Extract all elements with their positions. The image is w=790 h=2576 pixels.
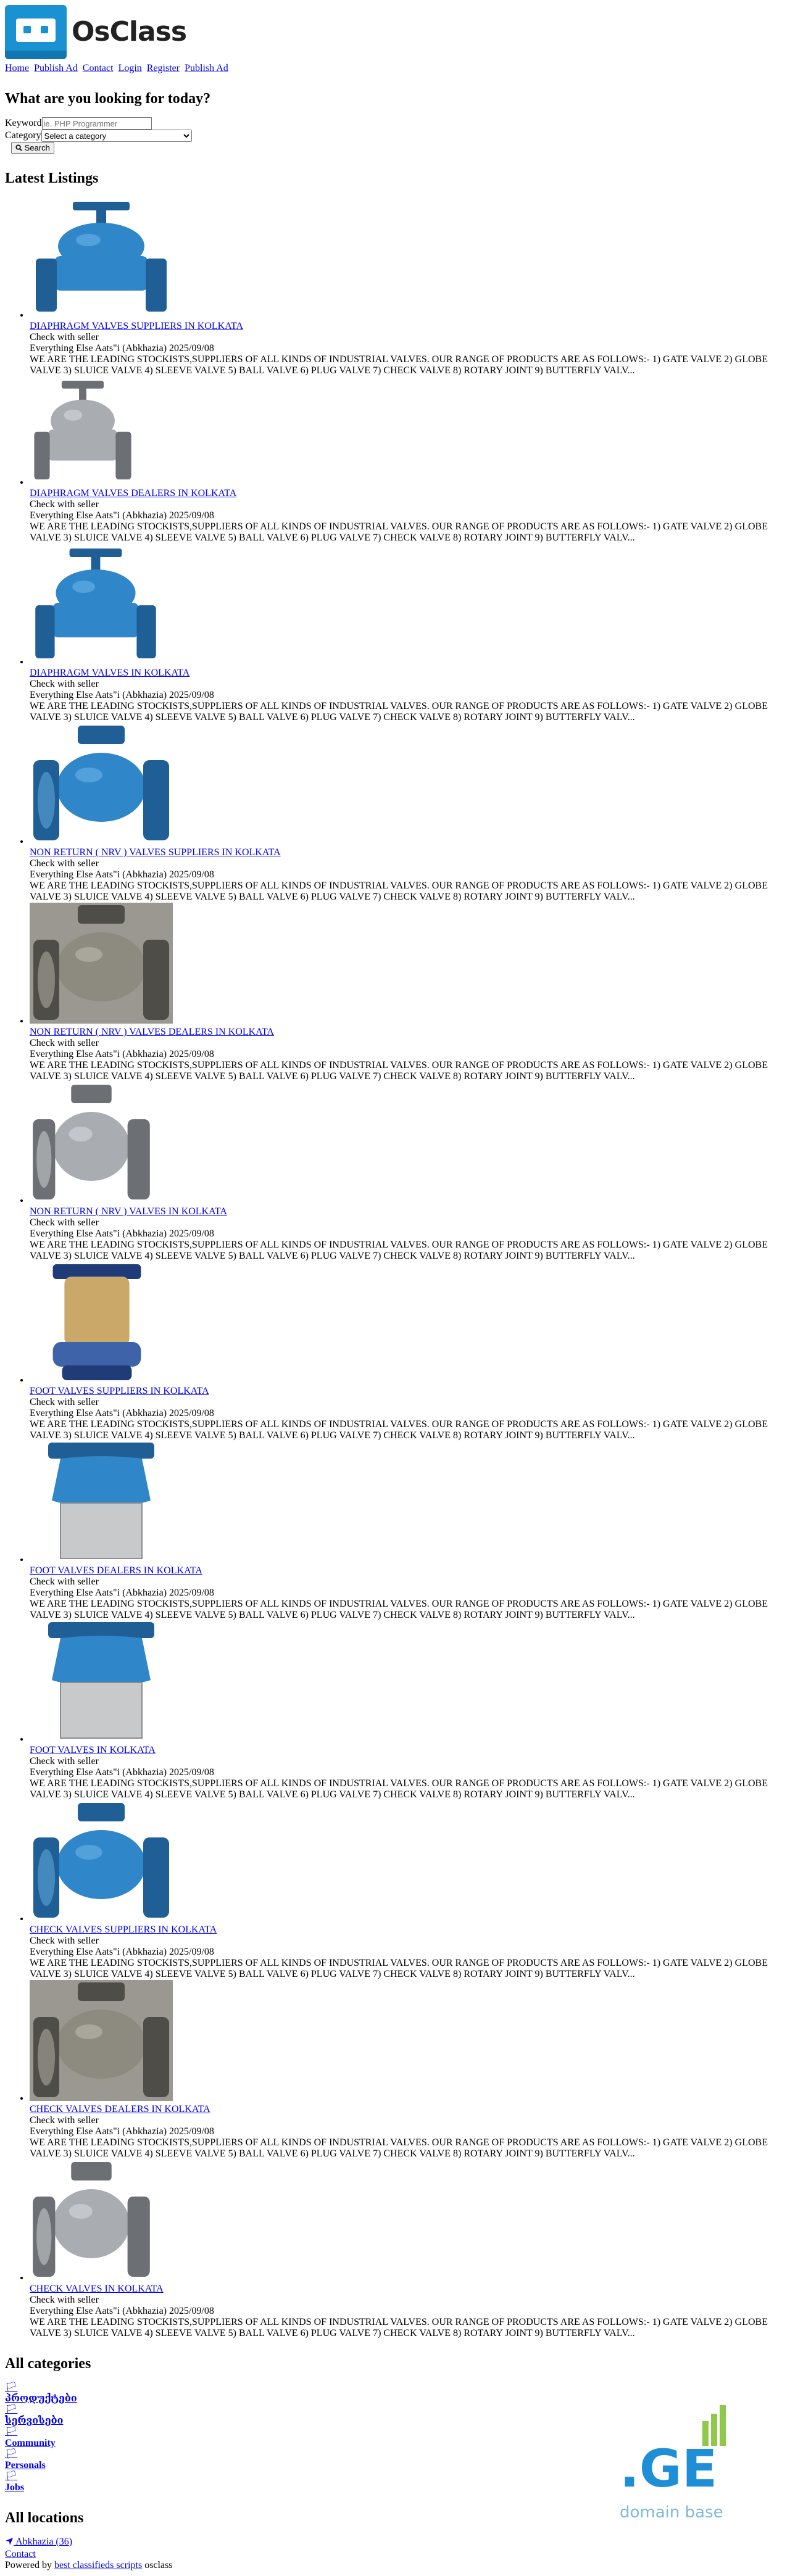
- listing-description: WE ARE THE LEADING STOCKISTS,SUPPLIERS OF ALL KINDS OF INDUSTRIAL VALVES. OUR RANGE OF PRODUCTS ARE AS FOLLOWS:- 1) GATE VALVE 2) GLOBE VALVE 3) SLUICE VALVE 4) SLEEVE VALVE 5) BALL VALVE 6) PLUG VALVE 7) CHECK VALVE 8) ROTARY JOINT 9) BUTTERFLY VALV...: [30, 2137, 768, 2159]
- listing-price: Check with seller: [30, 1756, 99, 1766]
- valve-photo: [30, 1082, 153, 1203]
- category-flag-row: [5, 2382, 785, 2393]
- listing-meta: Everything Else Aats"i (Abkhazia) 2025/09/08: [30, 1049, 214, 1059]
- listing-meta: Everything Else Aats"i (Abkhazia) 2025/09/08: [30, 1408, 214, 1418]
- listing-description: WE ARE THE LEADING STOCKISTS,SUPPLIERS OF ALL KINDS OF INDUSTRIAL VALVES. OUR RANGE OF PRODUCTS ARE AS FOLLOWS:- 1) GATE VALVE 2) GLOBE VALVE 3) SLUICE VALVE 4) SLEEVE VALVE 5) BALL VALVE 6) PLUG VALVE 7) CHECK VALVE 8) ROTARY JOINT 9) BUTTERFLY VALV...: [30, 2317, 768, 2338]
- listing-price: Check with seller: [30, 1576, 99, 1587]
- listing-price: Check with seller: [30, 2115, 99, 2126]
- valve-photo: [30, 376, 136, 485]
- valve-photo: [30, 903, 173, 1024]
- listing-price: Check with seller: [30, 2295, 99, 2305]
- latest-listings-heading: Latest Listings: [5, 170, 99, 186]
- listing-price: Check with seller: [30, 1397, 99, 1407]
- category-select[interactable]: [41, 130, 192, 142]
- powered-suffix: osclass: [144, 2560, 173, 2570]
- listing-thumbnail-link[interactable]: [30, 1980, 785, 2104]
- listing-title-link[interactable]: NON RETURN ( NRV ) VALVES DEALERS IN KOLKATA: [30, 1027, 274, 1037]
- listing-description: WE ARE THE LEADING STOCKISTS,SUPPLIERS OF ALL KINDS OF INDUSTRIAL VALVES. OUR RANGE OF PRODUCTS ARE AS FOLLOWS:- 1) GATE VALVE 2) GLOBE VALVE 3) SLUICE VALVE 4) SLEEVE VALVE 5) BALL VALVE 6) PLUG VALVE 7) CHECK VALVE 8) ROTARY JOINT 9) BUTTERFLY VALV...: [30, 1419, 768, 1441]
- listing-meta: Everything Else Aats"i (Abkhazia) 2025/09/08: [30, 2306, 214, 2316]
- listing-price: Check with seller: [30, 499, 99, 510]
- top-nav: [5, 63, 785, 74]
- listing-description: WE ARE THE LEADING STOCKISTS,SUPPLIERS OF ALL KINDS OF INDUSTRIAL VALVES. OUR RANGE OF PRODUCTS ARE AS FOLLOWS:- 1) GATE VALVE 2) GLOBE VALVE 3) SLUICE VALVE 4) SLEEVE VALVE 5) BALL VALVE 6) PLUG VALVE 7) CHECK VALVE 8) ROTARY JOINT 9) BUTTERFLY VALV...: [30, 880, 768, 902]
- listing-item: [30, 197, 785, 376]
- category-flag-icon[interactable]: 🏳: [5, 2382, 18, 2393]
- listing-item: [30, 1262, 785, 1441]
- listing-item: [30, 903, 785, 1082]
- category-link[interactable]: Personals: [5, 2460, 46, 2470]
- listing-meta: Everything Else Aats"i (Abkhazia) 2025/09/08: [30, 1228, 214, 1239]
- search-button-label: Search: [24, 143, 50, 152]
- domain-base-logo-icon: [617, 2394, 753, 2530]
- site-logo[interactable]: [5, 5, 785, 59]
- listing-description: WE ARE THE LEADING STOCKISTS,SUPPLIERS OF ALL KINDS OF INDUSTRIAL VALVES. OUR RANGE OF PRODUCTS ARE AS FOLLOWS:- 1) GATE VALVE 2) GLOBE VALVE 3) SLUICE VALVE 4) SLEEVE VALVE 5) BALL VALVE 6) PLUG VALVE 7) CHECK VALVE 8) ROTARY JOINT 9) BUTTERFLY VALV...: [30, 354, 768, 376]
- listing-meta: Everything Else Aats"i (Abkhazia) 2025/09/08: [30, 1767, 214, 1778]
- locations-heading: All locations: [5, 2510, 84, 2526]
- listing-thumbnail-link[interactable]: [30, 376, 785, 488]
- valve-photo: [30, 1262, 164, 1383]
- category-flag-icon[interactable]: 🏳: [5, 2404, 18, 2415]
- listing-description: WE ARE THE LEADING STOCKISTS,SUPPLIERS OF ALL KINDS OF INDUSTRIAL VALVES. OUR RANGE OF PRODUCTS ARE AS FOLLOWS:- 1) GATE VALVE 2) GLOBE VALVE 3) SLUICE VALVE 4) SLEEVE VALVE 5) BALL VALVE 6) PLUG VALVE 7) CHECK VALVE 8) ROTARY JOINT 9) BUTTERFLY VALV...: [30, 521, 768, 543]
- nav-publish-ad[interactable]: Publish Ad: [34, 63, 78, 73]
- osclass-logo-icon: [5, 5, 67, 59]
- valve-photo: [30, 197, 173, 318]
- search-form: [5, 117, 785, 154]
- listing-item: [30, 723, 785, 903]
- listing-price: Check with seller: [30, 679, 99, 689]
- category-flag-icon[interactable]: 🏳: [5, 2427, 18, 2437]
- listing-item: [30, 376, 785, 544]
- listing-thumbnail-link[interactable]: [30, 544, 785, 668]
- listing-meta: Everything Else Aats"i (Abkhazia) 2025/09/08: [30, 2126, 214, 2137]
- listing-title-link[interactable]: NON RETURN ( NRV ) VALVES SUPPLIERS IN KOLKATA: [30, 847, 281, 858]
- listing-title-link[interactable]: DIAPHRAGM VALVES DEALERS IN KOLKATA: [30, 488, 237, 499]
- valve-photo: [30, 1980, 173, 2101]
- listing-thumbnail-link[interactable]: [30, 2160, 785, 2284]
- nav-login[interactable]: Login: [118, 63, 142, 73]
- listing-item: [30, 1800, 785, 1980]
- search-icon: [15, 144, 22, 151]
- listing-price: Check with seller: [30, 1217, 99, 1228]
- listing-meta: Everything Else Aats"i (Abkhazia) 2025/09/08: [30, 869, 214, 880]
- listing-title-link[interactable]: FOOT VALVES IN KOLKATA: [30, 1745, 156, 1755]
- listing-description: WE ARE THE LEADING STOCKISTS,SUPPLIERS OF ALL KINDS OF INDUSTRIAL VALVES. OUR RANGE OF PRODUCTS ARE AS FOLLOWS:- 1) GATE VALVE 2) GLOBE VALVE 3) SLUICE VALVE 4) SLEEVE VALVE 5) BALL VALVE 6) PLUG VALVE 7) CHECK VALVE 8) ROTARY JOINT 9) BUTTERFLY VALV...: [30, 701, 768, 723]
- category-link[interactable]: სერვისები: [5, 2416, 64, 2426]
- listing-price: Check with seller: [30, 1936, 99, 1946]
- listing-thumbnail-link[interactable]: [30, 1621, 785, 1745]
- locations-list: [5, 2537, 785, 2548]
- listing-item: [30, 2160, 785, 2339]
- listing-meta: Everything Else Aats"i (Abkhazia) 2025/09/08: [30, 1947, 214, 1957]
- category-link[interactable]: Community: [5, 2438, 56, 2448]
- powered-link[interactable]: best classifieds scripts: [54, 2560, 143, 2570]
- domain-base-badge[interactable]: [617, 2394, 753, 2530]
- listing-meta: Everything Else Aats"i (Abkhazia) 2025/09/08: [30, 690, 214, 700]
- listing-description: WE ARE THE LEADING STOCKISTS,SUPPLIERS OF ALL KINDS OF INDUSTRIAL VALVES. OUR RANGE OF PRODUCTS ARE AS FOLLOWS:- 1) GATE VALVE 2) GLOBE VALVE 3) SLUICE VALVE 4) SLEEVE VALVE 5) BALL VALVE 6) PLUG VALVE 7) CHECK VALVE 8) ROTARY JOINT 9) BUTTERFLY VALV...: [30, 1240, 768, 1261]
- badge-big-text: .GE: [620, 2438, 718, 2499]
- category-link[interactable]: Jobs: [5, 2482, 25, 2493]
- footer-contact-link[interactable]: Contact: [5, 2549, 36, 2559]
- category-label: Category: [5, 130, 41, 141]
- listing-thumbnail-link[interactable]: [30, 1082, 785, 1206]
- search-button[interactable]: [11, 142, 54, 154]
- listing-item: [30, 1980, 785, 2160]
- listing-description: WE ARE THE LEADING STOCKISTS,SUPPLIERS OF ALL KINDS OF INDUSTRIAL VALVES. OUR RANGE OF PRODUCTS ARE AS FOLLOWS:- 1) GATE VALVE 2) GLOBE VALVE 3) SLUICE VALVE 4) SLEEVE VALVE 5) BALL VALVE 6) PLUG VALVE 7) CHECK VALVE 8) ROTARY JOINT 9) BUTTERFLY VALV...: [30, 1599, 768, 1620]
- categories-heading: All categories: [5, 2356, 91, 2372]
- valve-photo: [30, 723, 173, 844]
- nav-contact[interactable]: Contact: [82, 63, 114, 73]
- listing-title-link[interactable]: NON RETURN ( NRV ) VALVES IN KOLKATA: [30, 1206, 227, 1217]
- listing-thumbnail-link[interactable]: [30, 197, 785, 321]
- badge-small-text: domain base: [620, 2503, 723, 2522]
- listing-item: [30, 1441, 785, 1621]
- category-flag-icon[interactable]: 🏳: [5, 2449, 18, 2459]
- listing-price: Check with seller: [30, 332, 99, 342]
- listing-title-link[interactable]: CHECK VALVES IN KOLKATA: [30, 2284, 164, 2294]
- listing-title-link[interactable]: FOOT VALVES DEALERS IN KOLKATA: [30, 1565, 202, 1576]
- listing-item: [30, 1621, 785, 1800]
- valve-photo: [30, 2160, 153, 2280]
- powered-prefix: Powered by: [5, 2560, 52, 2570]
- location-arrow-icon: [5, 2537, 14, 2546]
- listing-title-link[interactable]: CHECK VALVES DEALERS IN KOLKATA: [30, 2104, 210, 2114]
- valve-photo: [30, 544, 162, 665]
- listing-meta: Everything Else Aats"i (Abkhazia) 2025/09/08: [30, 343, 214, 354]
- location-name: Abkhazia (36): [15, 2537, 73, 2547]
- listing-thumbnail-link[interactable]: [30, 723, 785, 847]
- listing-title-link[interactable]: FOOT VALVES SUPPLIERS IN KOLKATA: [30, 1386, 209, 1396]
- listing-title-link[interactable]: DIAPHRAGM VALVES IN KOLKATA: [30, 668, 190, 678]
- nav-register[interactable]: Register: [146, 63, 180, 73]
- listings-list: [5, 197, 785, 2339]
- location-link[interactable]: [5, 2537, 72, 2547]
- nav-home[interactable]: Home: [5, 63, 30, 73]
- listing-item: [30, 544, 785, 723]
- listing-meta: Everything Else Aats"i (Abkhazia) 2025/09/08: [30, 510, 214, 521]
- listing-thumbnail-link[interactable]: [30, 1800, 785, 1924]
- search-heading: What are you looking for today?: [5, 91, 211, 107]
- listing-title-link[interactable]: CHECK VALVES SUPPLIERS IN KOLKATA: [30, 1924, 217, 1935]
- listing-description: WE ARE THE LEADING STOCKISTS,SUPPLIERS OF ALL KINDS OF INDUSTRIAL VALVES. OUR RANGE OF PRODUCTS ARE AS FOLLOWS:- 1) GATE VALVE 2) GLOBE VALVE 3) SLUICE VALVE 4) SLEEVE VALVE 5) BALL VALVE 6) PLUG VALVE 7) CHECK VALVE 8) ROTARY JOINT 9) BUTTERFLY VALV...: [30, 1778, 768, 1800]
- keyword-label: Keyword: [5, 118, 42, 128]
- listing-thumbnail-link[interactable]: [30, 1441, 785, 1565]
- listing-title-link[interactable]: DIAPHRAGM VALVES SUPPLIERS IN KOLKATA: [30, 321, 244, 331]
- listing-price: Check with seller: [30, 858, 99, 869]
- listing-item: [30, 1082, 785, 1262]
- listing-description: WE ARE THE LEADING STOCKISTS,SUPPLIERS OF ALL KINDS OF INDUSTRIAL VALVES. OUR RANGE OF PRODUCTS ARE AS FOLLOWS:- 1) GATE VALVE 2) GLOBE VALVE 3) SLUICE VALVE 4) SLEEVE VALVE 5) BALL VALVE 6) PLUG VALVE 7) CHECK VALVE 8) ROTARY JOINT 9) BUTTERFLY VALV...: [30, 1060, 768, 1082]
- category-link[interactable]: პროდუქტები: [5, 2393, 77, 2404]
- keyword-input[interactable]: [42, 117, 152, 130]
- logo-text: OsClass: [72, 16, 187, 48]
- listing-meta: Everything Else Aats"i (Abkhazia) 2025/09/08: [30, 1588, 214, 1598]
- listing-thumbnail-link[interactable]: [30, 1262, 785, 1386]
- footer: [5, 2549, 785, 2571]
- listing-thumbnail-link[interactable]: [30, 903, 785, 1027]
- valve-photo: [30, 1621, 173, 1742]
- nav-publish-ad-2[interactable]: Publish Ad: [185, 63, 228, 73]
- category-flag-icon[interactable]: 🏳: [5, 2471, 18, 2482]
- valve-photo: [30, 1441, 173, 1562]
- valve-photo: [30, 1800, 173, 1921]
- listing-description: WE ARE THE LEADING STOCKISTS,SUPPLIERS OF ALL KINDS OF INDUSTRIAL VALVES. OUR RANGE OF PRODUCTS ARE AS FOLLOWS:- 1) GATE VALVE 2) GLOBE VALVE 3) SLUICE VALVE 4) SLEEVE VALVE 5) BALL VALVE 6) PLUG VALVE 7) CHECK VALVE 8) ROTARY JOINT 9) BUTTERFLY VALV...: [30, 1958, 768, 1979]
- listing-price: Check with seller: [30, 1038, 99, 1048]
